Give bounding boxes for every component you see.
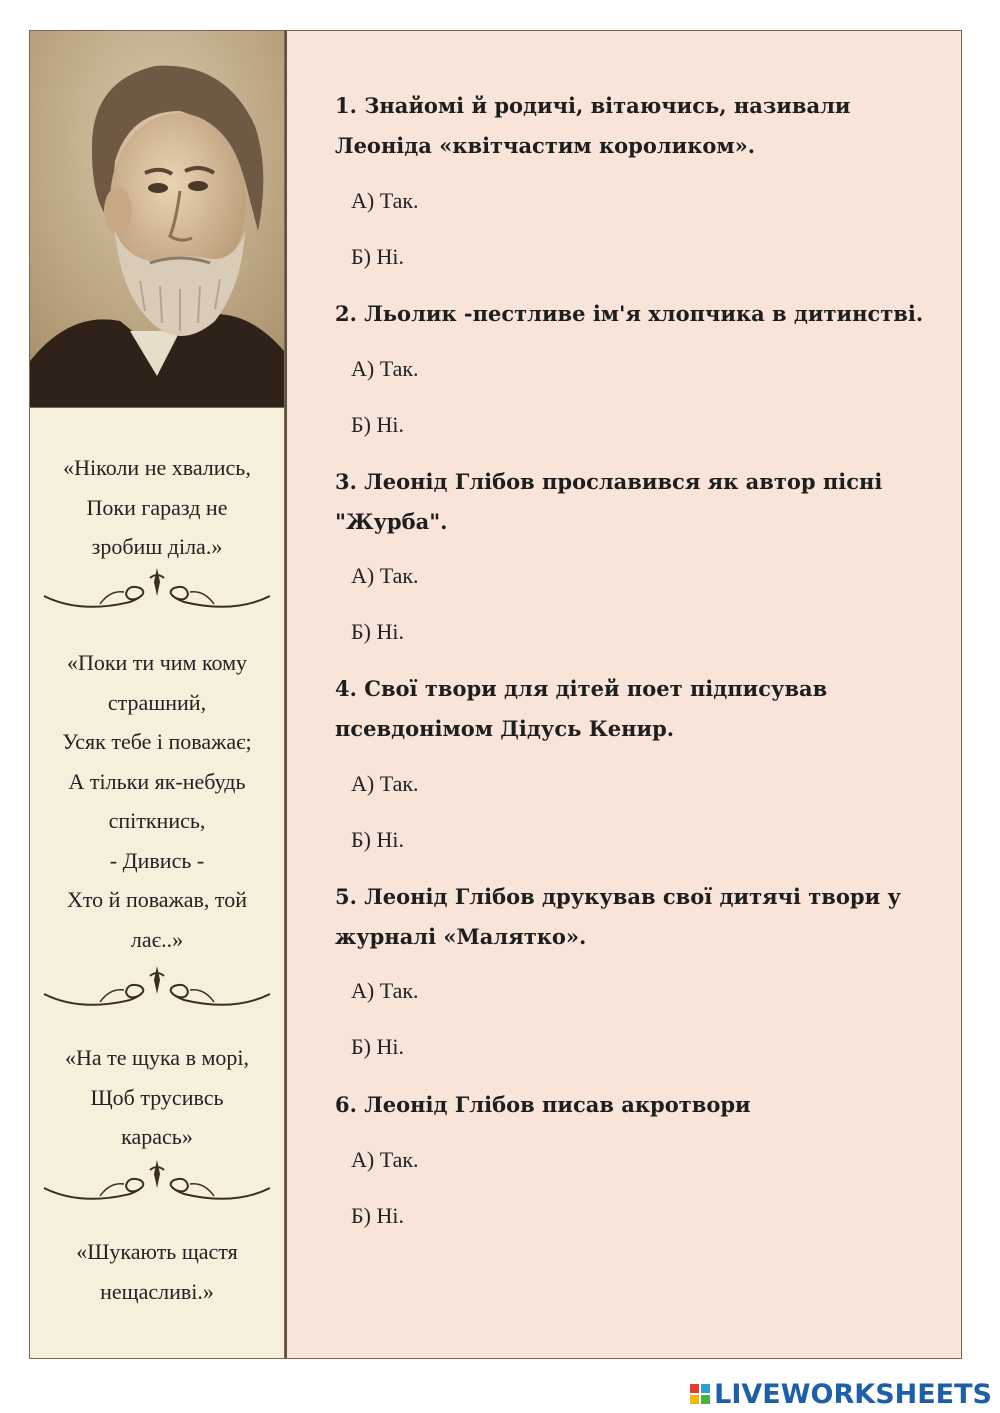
question-4: 4. Свої твори для дітей поет підписував псевдонімом Дідусь Кенир. xyxy=(335,676,828,741)
question-5: 5. Леонід Глібов друкував свої дитячі твори у журналі «Малятко». xyxy=(335,884,901,949)
option-a-q6[interactable]: А) Так. xyxy=(351,1147,419,1172)
option-a-q5[interactable]: А) Так. xyxy=(351,978,419,1003)
quote-1: «Ніколи не хвались, Поки гаразд не зробиш діла.» xyxy=(63,455,251,559)
quote-4: «Шукають щастя нещасливі.» xyxy=(76,1239,238,1304)
question-2: 2. Льолик -пестливе ім'я хлопчика в дитинстві. xyxy=(335,301,924,326)
logo-square xyxy=(690,1395,699,1404)
logo-square xyxy=(701,1395,710,1404)
logo-grid-icon xyxy=(690,1384,710,1404)
flourish-divider-icon xyxy=(40,566,274,616)
option-b-q3[interactable]: Б) Ні. xyxy=(351,619,404,644)
quiz-panel xyxy=(285,30,962,1359)
sidebar xyxy=(29,30,285,1359)
question-3: 3. Леонід Глібов прославився як автор пісні "Журба". xyxy=(335,469,883,534)
liveworksheets-logo[interactable] xyxy=(690,1376,992,1412)
option-b-q2[interactable]: Б) Ні. xyxy=(351,412,404,437)
question-6: 6. Леонід Глібов писав акротвори xyxy=(335,1092,751,1117)
logo-square xyxy=(701,1384,710,1393)
quote-3: «На те щука в морі, Щоб трусивсь карась» xyxy=(64,1045,249,1149)
flourish-divider-icon xyxy=(40,1158,274,1208)
logo-text: LIVEWORKSHEETS xyxy=(714,1378,992,1410)
option-a-q4[interactable]: А) Так. xyxy=(351,771,419,796)
portrait-drawing xyxy=(30,31,284,407)
logo-square xyxy=(690,1384,699,1393)
option-a-q3[interactable]: А) Так. xyxy=(351,563,419,588)
option-b-q1[interactable]: Б) Ні. xyxy=(351,244,404,269)
quote-2: «Поки ти чим кому страшний, Усяк тебе і поважає; А тільки як-небудь спіткнись, - Дивись - Хто й поважав, той лає..» xyxy=(62,650,252,952)
option-a-q1[interactable]: А) Так. xyxy=(351,188,419,213)
portrait-image xyxy=(30,31,284,408)
question-1: 1. Знайомі й родичі, вітаючись, називали Леоніда «квітчастим короликом». xyxy=(335,93,851,158)
option-a-q2[interactable]: А) Так. xyxy=(351,356,419,381)
option-b-q5[interactable]: Б) Ні. xyxy=(351,1034,404,1059)
flourish-divider-icon xyxy=(40,964,274,1014)
quotes-panel xyxy=(30,408,284,1358)
option-b-q6[interactable]: Б) Ні. xyxy=(351,1203,404,1228)
option-b-q4[interactable]: Б) Ні. xyxy=(351,827,404,852)
